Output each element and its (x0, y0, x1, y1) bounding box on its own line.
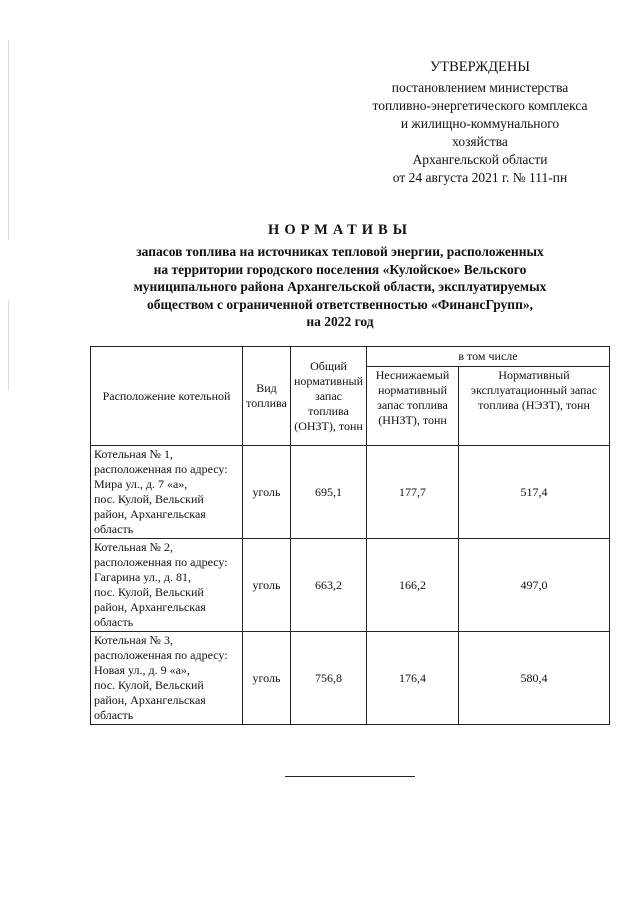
approval-line: топливно-энергетического комплекса (372, 98, 588, 113)
document-subtitle (80, 243, 600, 331)
subtitle-line: запасов топлива на источниках тепловой энергии, расположенных (136, 244, 544, 259)
location-line: Новая ул., д. 9 «а», (94, 663, 190, 677)
cell-fuel-type: уголь (243, 632, 291, 725)
location-line: Котельная № 1, (94, 447, 173, 461)
cell-nnzt: 176,4 (367, 632, 459, 725)
scan-margin-mark-bottom (8, 300, 9, 390)
location-line: Котельная № 2, (94, 540, 173, 554)
cell-nnzt: 166,2 (367, 539, 459, 632)
cell-nnzt: 177,7 (367, 446, 459, 539)
header-nezt: Нормативный эксплуатационный запас топлива (НЭЗТ), тонн (459, 367, 610, 446)
subtitle-line: обществом с ограниченной ответственностью «ФинансГрупп», (147, 296, 533, 312)
approval-line: Архангельской области (412, 152, 548, 167)
cell-location (91, 539, 243, 632)
approval-line: постановлением министерства (391, 80, 569, 95)
table-header-row (91, 347, 610, 367)
approval-block (350, 58, 610, 187)
location-line: пос. Кулой, Вельский (94, 585, 204, 599)
table-row (91, 446, 610, 539)
table-row (91, 632, 610, 725)
subtitle-line: муниципального района Архангельской области, эксплуатируемых (133, 279, 547, 294)
cell-location (91, 632, 243, 725)
cell-nezt: 497,0 (459, 539, 610, 632)
cell-nezt: 517,4 (459, 446, 610, 539)
document-title-block (80, 222, 600, 331)
header-including-group: в том числе (367, 347, 610, 367)
cell-location (91, 446, 243, 539)
approval-heading: УТВЕРЖДЕНЫ (429, 59, 531, 75)
scan-margin-mark-top (8, 40, 9, 240)
subtitle-line: на территории городского поселения «Кулойское» Вельского (153, 261, 527, 277)
location-line: пос. Кулой, Вельский (94, 492, 204, 506)
subtitle-line: на 2022 год (306, 314, 374, 329)
approval-date-number: от 24 августа 2021 г. № 111-пн (392, 170, 568, 185)
cell-fuel-type: уголь (243, 446, 291, 539)
location-line: Гагарина ул., д. 81, (94, 570, 191, 584)
document-title: НОРМАТИВЫ (268, 222, 412, 238)
approval-line: и жилищно-коммунального (400, 116, 560, 131)
cell-total-reserve: 756,8 (291, 632, 367, 725)
approval-line: хозяйства (452, 134, 508, 149)
location-line: область (94, 522, 134, 536)
table-row (91, 539, 610, 632)
location-line: Мира ул., д. 7 «а», (94, 477, 188, 491)
cell-total-reserve: 663,2 (291, 539, 367, 632)
closing-line (285, 776, 415, 777)
location-line: область (94, 708, 134, 722)
location-line: расположенная по адресу: (94, 648, 228, 662)
cell-fuel-type: уголь (243, 539, 291, 632)
cell-total-reserve: 695,1 (291, 446, 367, 539)
location-line: расположенная по адресу: (94, 555, 228, 569)
location-line: район, Архангельская (94, 600, 206, 614)
location-line: район, Архангельская (94, 507, 206, 521)
location-line: район, Архангельская (94, 693, 206, 707)
location-line: расположенная по адресу: (94, 462, 228, 476)
cell-nezt: 580,4 (459, 632, 610, 725)
location-line: пос. Кулой, Вельский (94, 678, 204, 692)
header-total-reserve: Общий нормативный запас топлива (ОНЗТ), тонн (291, 347, 367, 446)
header-nnzt: Неснижаемый нормативный запас топлива (ННЗТ), тонн (367, 367, 459, 446)
location-line: Котельная № 3, (94, 633, 173, 647)
fuel-norms-table (90, 346, 610, 725)
header-location: Расположение котельной (91, 347, 243, 446)
location-line: область (94, 615, 134, 629)
header-fuel-type: Вид топлива (243, 347, 291, 446)
